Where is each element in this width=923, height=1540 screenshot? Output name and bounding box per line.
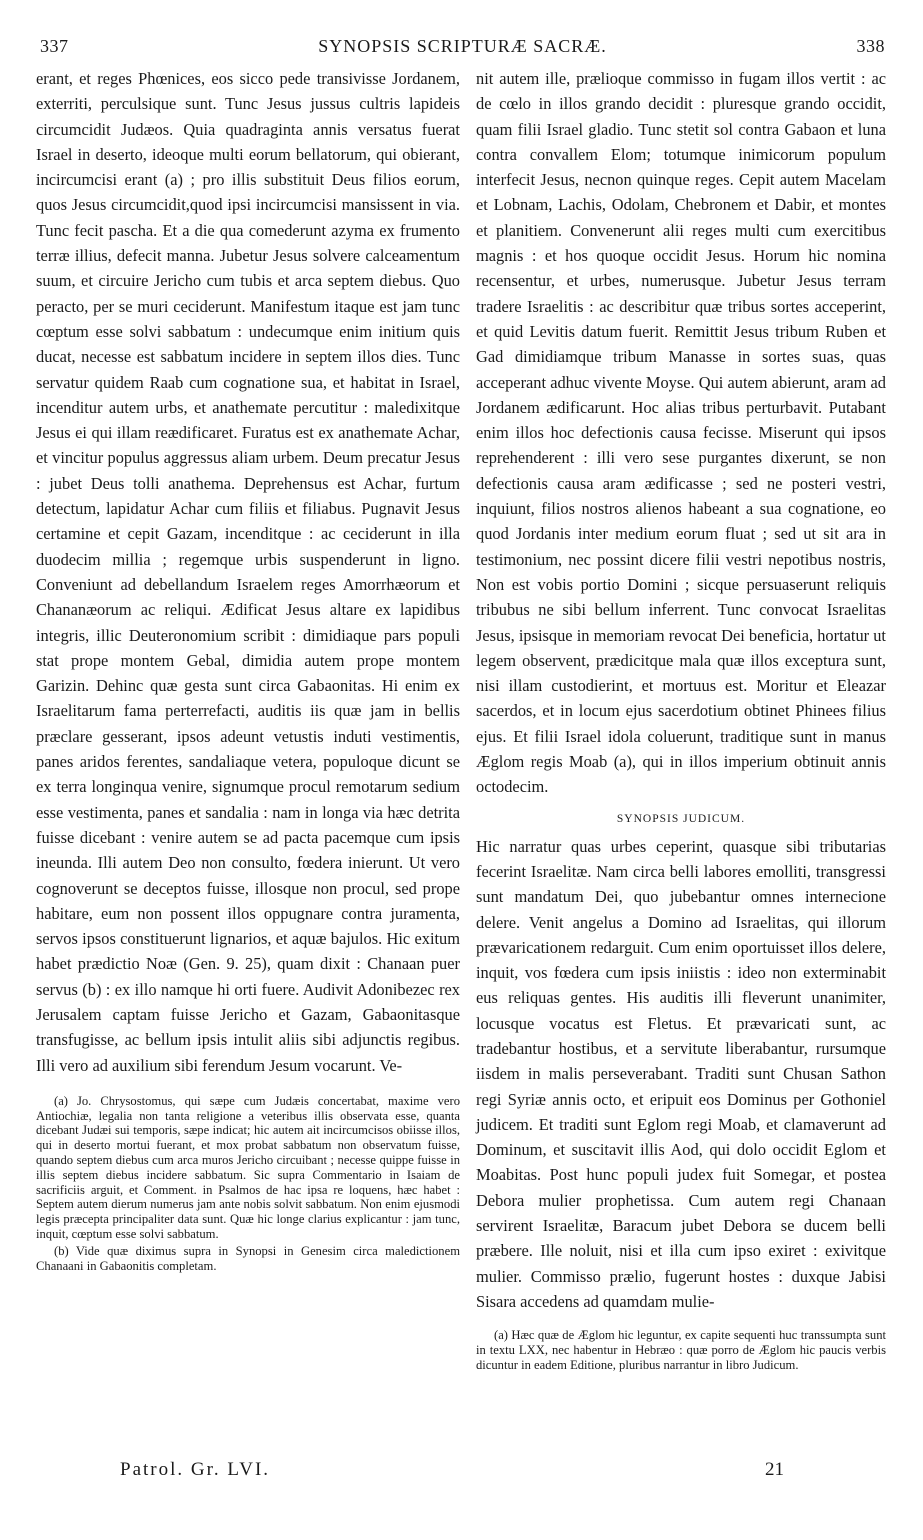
footnote-a: (a) Jo. Chrysostomus, qui sæpe cum Judæis concertabat, maxime vero Antiochiæ, legalia non tanta religione a veteribus illis observata esse, quanta dicebant Judæi sui temporis, sæpe indicat; hic autem ait incircumcisos obiisse illos, qui in deserto mortui fuerant, et mox probat sabbatum non observatum fuisse, quando septem diebus cum arca muros Jericho circuibant ; necesse quippe fuisse in illis septem diebus incidere sabbatum. Sic supra Commentario in Isaiam de sacrificiis arguit, et Comment. in Psalmos de hac ipsa re loquens, hæc habet : Septem autem dierum numerus jam ante nobis solvit sabbatum. Non enim ejusmodi legis præcepta principaliter data sunt. Quæ hic longe clarius explicantur : jam tunc, inquit, cœptum esse solvi sabbatum. [36, 1093, 460, 1242]
footnote-b: (b) Vide quæ diximus supra in Synopsi in Genesim circa maledictionem Chanaani in Gabaonitis completam. [36, 1243, 460, 1273]
footer-signature: 21 [765, 1459, 784, 1480]
running-title: SYNOPSIS SCRIPTURÆ SACRÆ. [318, 36, 607, 56]
section-text: Hic narratur quas urbes ceperint, quasque sibi tributarias fecerint Israelitæ. Nam circa belli labores emolliti, transgressi sunt mandatum Dei, quo jubebantur omnes internecione delere. Venit angelus a Domino ad Israelitas, qui illorum prævaricationem redarguit. Cum enim oportuisset illos delere, inquit, vos fœdera cum ipsis iniistis : ideo non exterminabit eus reliquas gentes. His auditis illi fleverunt unanimiter, locusque vocatus est Fletus. Et prævaricati sunt, ac tradebantur hostibus, et a servitute liberabantur, rursumque iisdem in malis perseverabant. Traditi sunt Chusan Sathon regi Syriæ annis octo, et eripuit eos Dominus per Gothoniel judicem. Et traditi sunt Eglom regi Moab, et clamaverunt ad Dominum, et suscitavit illis Aod, qui dolo occidit Eglom et Moabitas. Post hunc populi judex fuit Somegar, et postea Debora mulier prophetissa. Cum autem regi Chanaan servirent Israelitæ, Baracum jubet Debora se ducem belli præbere. Ille noluit, nisi et illa cum ipso exiret : exivitque mulier. Commisso prælio, fugerunt hostes : duxque Jabisi Sisara accedens ad quamdam mulie- [476, 836, 886, 1311]
page-number-right: 338 [856, 36, 885, 56]
section-title: SYNOPSIS JUDICUM. [616, 812, 746, 825]
footer-series: Patrol. Gr. LVI. [120, 1459, 271, 1480]
left-column-text: erant, et reges Phœnices, eos sicco pede transivisse Jordanem, exterriti, perculsique sunt. Tunc Jesus jussus cultris lapideis circumcidit Judæos. Quia quadraginta annis versatus fuerat Israel in deserto, ideoque multi eorum bellatorum, qui obierant, incircumcisi erant (a) ; pro illis substituit Deus filios eorum, quos Jesus circumcidit,quod ipsi incircumcisi mansissent in via. Tunc fecit pascha. Et a die qua comederunt azyma ex frumento terræ illius, defecit manna. Jubetur Jesus solvere calceamentum suum, et circuire Jericho cum tubis et arca septem diebus. Quo peracto, per se muri ceciderunt. Manifestum itaque est jam tunc cœptum esse solvi sabbatum : undecumque enim initium quis ducat, necesse est sabbatum incidere in septem illos dies. Tunc servatur quidem Raab cum cognatione sua, et habitat in Israel, incenditur autem urbs, et anathemate percutitur : maledixitque Jesus ei qui illam reædificaret. Furatus est ex anathemate Achar, et vincitur populus aggressus aliam urbem. Deum precatur Jesus : jubet Deus tolli anathema. Deprehensus est Achar, furtum detectum, lapidatur Achar cum filiis et filiabus. Pugnavit Jesus certamine et cepit Gazam, incenditque : ac ceciderunt in illa duodecim millia ; regemque urbis suspenderunt in ligno. Conveniunt ad debellandum Israelem reges Amorrhæorum et Chananæorum ac reliqui. Ædificat Jesus altare ex lapidibus integris, illic Deuteronomium scribit : dimidiaque pars populi stat prope montem Gebal, dimidia autem prope montem Garizin. Dehinc quæ gesta sunt circa Gabaonitas. Hi enim ex Israelitarum fama perterrefacti, auditis iis quæ jam in bellis præclare gesserant, ipsos adeunt vetustis induti vestimentis, panes aridos ferentes, sandaliaque vetera, populoque dicunt se ex terra longinqua venire, signumque procul remotarum sedium esse vestimenta, panes et sandalia : nam in longa via hæc detrita fuisse dicebant : venire autem se ad pacta pacemque cum ipsis ineunda. Illi autem Deo non consulto, fœdera inierunt. Ut vero cognoverunt se deceptos fuisse, illosque non procul, sed prope habitare, eum non possent illos oppugnare contra juramenta, servos ipsos constituerunt lignarios, et aquæ bajulos. Hic exitum habet prædictio Noæ (Gen. 9. 25), quam dixit : Chanaan puer servus (b) : ex illo namque hi orti fuere. Audivit Adonibezec rex Jerusalem captam fuisse Jericho et Gazam, Gabaonitasque transfugisse, ac bellum ipsis intulit aliis sibi adjunctis regibus. Illi vero ad auxilium sibi ferendum Jesum vocarunt. Ve- [36, 69, 460, 1075]
right-column [476, 66, 886, 1375]
footnote-right-a: (a) Hæc quæ de Æglom hic leguntur, ex capite sequenti huc transsumpta sunt in textu LXX, nec habentur in Hebræo : quæ porro de Æglom hic paucis verbis dicuntur in eadem Editione, pluribus narrantur in libro Judicum. [476, 1328, 886, 1372]
page-number-left: 337 [40, 36, 69, 56]
right-column-text: nit autem ille, prælioque commisso in fugam illos vertit : ac de cœlo in illos grando decidit : pluresque grando occidit, quam filii Israel gladio. Tunc stetit sol contra Gabaon et luna contra convallem Elom; totumque inimicorum populum interfecit Jesus, necnon quinque reges. Cepit autem Macelam et Lobnam, Lachis, Odolam, Chebronem et Dabir, et montes et planitiem. Convenerunt alii reges multi cum exercitibus magnis : et hos quoque occidit Jesus. Horum hic nomina recensentur, et urbes, numerusque. Jubetur Jesus terram tradere Israelitis : ac describitur quæ tribus sortes acceperint, et quid Levitis datum fuerit. Remittit Jesus tribum Ruben et Gad dimidiamque tribum Manasse in sortes suas, quas acceperant adhuc vivente Moyse. Qui autem abierunt, aram ad Jordanem ædificarunt. Hoc alias tribus perturbavit. Putabant enim illos hoc defectionis causa fecisse. Miserunt qui ipsos reprehenderent : illi vero sese purgantes dixerunt, se non defectionis causa aram ædificasse ; sed ne posteri vestri, inquiunt, filios nostros alienos habeant a sua cognatione, eo quod Jordanis inter medium eorum fluat ; sed ut sit ara in testimonium, nec possint dicere filii vestri nepotibus nostris, Non est vobis portio Domini ; sicque persuaserunt reliquis tribubus ne sibi bellum inferrent. Tunc convocat Israelitas Jesus, ipsisque in memoriam revocat Dei beneficia, hortatur ut legem observent, prædicitque mala quæ illos exceptura sunt, nisi illam custodierint, et mortuus est. Moritur et Eleazar sacerdos, et in locum ejus sacerdotium obtinet Phinees filius ejus. Et filii Israel idola coluerunt, traditique sunt in manus Æglom regis Moab (a), qui in illos imperium obtinuit annis octodecim. [476, 69, 886, 797]
left-footnotes [36, 1094, 460, 1274]
left-column [36, 66, 460, 1275]
right-footnotes [476, 1328, 886, 1372]
running-header [40, 36, 885, 62]
